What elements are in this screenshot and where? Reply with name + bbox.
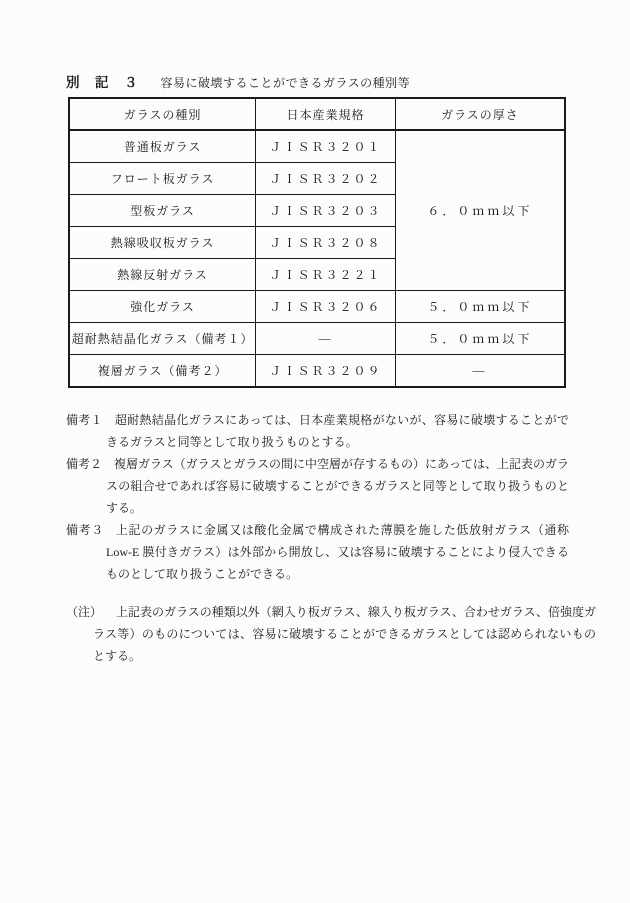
cell-glass-type: 普通板ガラス bbox=[69, 130, 256, 163]
cell-jis: ＪＩＳＲ３２０２ bbox=[256, 163, 396, 195]
cell-jis: ＪＩＳＲ３２０８ bbox=[256, 227, 396, 259]
note-text: 上記のガラスに金属又は酸化金属で構成された薄膜を施した低放射ガラス（通称 Low-E 膜付きガラス）は外部から開放し、又は容易に破壊することにより侵入できるものとして取り扱うことができる。 bbox=[106, 523, 569, 581]
note-text: 超耐熱結晶化ガラスにあっては、日本産業規格がないが、容易に破壊することができるガラスと同等として取り扱うものとする。 bbox=[106, 413, 569, 449]
note-biko-2 bbox=[66, 453, 569, 519]
annotation-note bbox=[66, 601, 596, 667]
glass-types-table bbox=[68, 97, 566, 388]
cell-thickness: ― bbox=[395, 355, 565, 388]
cell-thickness-merged: ６．０ｍｍ以下 bbox=[395, 130, 565, 291]
note-label: 備考１ bbox=[66, 413, 103, 427]
cell-jis: ＪＩＳＲ３２２１ bbox=[256, 259, 396, 291]
table-row bbox=[69, 323, 565, 355]
note-text: 上記表のガラスの種類以外（網入り板ガラス、線入り板ガラス、合わせガラス、倍強度ガラス等）のものについては、容易に破壊することができるガラスとしては認められないものとする。 bbox=[93, 605, 596, 663]
note-label: 備考３ bbox=[66, 523, 104, 537]
cell-jis: ＪＩＳＲ３２０６ bbox=[256, 291, 396, 323]
cell-thickness: ５．０ｍｍ以下 bbox=[395, 291, 565, 323]
note-label: 備考２ bbox=[66, 457, 103, 471]
table-row bbox=[69, 355, 565, 388]
cell-jis: ― bbox=[256, 323, 396, 355]
table-row bbox=[69, 291, 565, 323]
cell-glass-type: 熱線反射ガラス bbox=[69, 259, 256, 291]
title-label: 別 記 ３ bbox=[66, 75, 139, 90]
header-glass-type: ガラスの種別 bbox=[69, 98, 256, 130]
notes-section bbox=[66, 409, 569, 585]
note-text: 複層ガラス（ガラスとガラスの間に中空層が存するもの）にあっては、上記表のガラスの組合せであれば容易に破壊することができるガラスと同等として取り扱うものとする。 bbox=[106, 457, 569, 515]
note-biko-1 bbox=[66, 409, 569, 453]
header-glass-thickness: ガラスの厚さ bbox=[395, 98, 565, 130]
header-jis-standard: 日本産業規格 bbox=[256, 98, 396, 130]
cell-glass-type: 超耐熱結晶化ガラス（備考１） bbox=[69, 323, 256, 355]
document-title bbox=[66, 74, 568, 92]
table-row bbox=[69, 130, 565, 163]
cell-jis: ＪＩＳＲ３２０１ bbox=[256, 130, 396, 163]
cell-glass-type: 強化ガラス bbox=[69, 291, 256, 323]
cell-glass-type: 複層ガラス（備考２） bbox=[69, 355, 256, 388]
table-header-row bbox=[69, 98, 565, 130]
cell-jis: ＪＩＳＲ３２０３ bbox=[256, 195, 396, 227]
cell-thickness: ５．０ｍｍ以下 bbox=[395, 323, 565, 355]
cell-jis: ＪＩＳＲ３２０９ bbox=[256, 355, 396, 388]
cell-glass-type: 熱線吸収板ガラス bbox=[69, 227, 256, 259]
note-biko-3 bbox=[66, 519, 569, 585]
title-subtitle: 容易に破壊することができるガラスの種別等 bbox=[160, 76, 411, 90]
cell-glass-type: 型板ガラス bbox=[69, 195, 256, 227]
cell-glass-type: フロート板ガラス bbox=[69, 163, 256, 195]
note-label: （注） bbox=[66, 605, 103, 619]
